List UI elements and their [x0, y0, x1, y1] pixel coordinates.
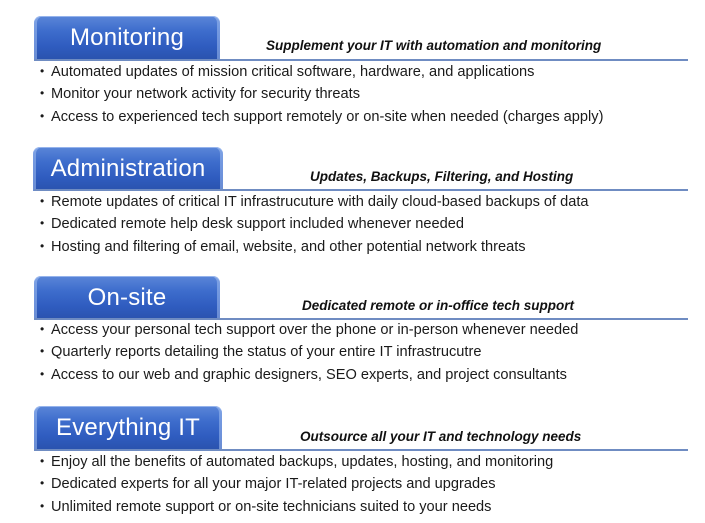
list-item: • Access to our web and graphic designers, SEO experts, and project consultants: [40, 364, 578, 386]
section-tagline-on-site: Dedicated remote or in-office tech support: [302, 298, 575, 313]
list-item: • Dedicated remote help desk support included whenever needed: [40, 213, 589, 235]
section-title-administration: Administration: [33, 147, 223, 191]
bullet-icon: •: [40, 238, 45, 253]
bullet-icon: •: [40, 108, 45, 123]
list-item: • Hosting and filtering of email, website, and other potential network threats: [40, 236, 589, 258]
list-item: • Access to experienced tech support remotely or on-site when needed (charges apply): [40, 106, 603, 128]
bullet-list-administration: [40, 191, 589, 258]
section-tagline-monitoring: Supplement your IT with automation and monitoring: [266, 38, 602, 53]
section-title-everything-it: Everything IT: [34, 406, 222, 450]
bullet-icon: •: [40, 366, 45, 381]
list-item: • Automated updates of mission critical software, hardware, and applications: [40, 61, 603, 83]
bullet-list-monitoring: [40, 61, 603, 128]
list-item: • Remote updates of critical IT infrastrucuture with daily cloud-based backups of data: [40, 191, 589, 213]
bullet-icon: •: [40, 322, 45, 336]
list-item: • Enjoy all the benefits of automated backups, updates, hosting, and monitoring: [40, 451, 553, 473]
section-title-on-site: On-site: [34, 276, 220, 320]
list-item: • Unlimited remote support or on-site technicians suited to your needs: [40, 496, 553, 518]
bullet-icon: •: [40, 344, 45, 359]
section-tagline-everything-it: Outsource all your IT and technology needs: [300, 429, 582, 444]
bullet-icon: •: [40, 498, 45, 513]
list-item: • Quarterly reports detailing the status of your entire IT infrastrucutre: [40, 341, 578, 363]
list-item: • Access your personal tech support over the phone or in-person whenever needed: [40, 319, 578, 341]
bullet-list-everything-it: [40, 451, 553, 518]
bullet-icon: •: [40, 86, 45, 101]
bullet-icon: •: [40, 216, 45, 231]
bullet-icon: •: [40, 194, 45, 208]
bullet-list-on-site: [40, 319, 578, 386]
bullet-icon: •: [40, 476, 45, 491]
section-title-monitoring: Monitoring: [34, 16, 220, 60]
section-tagline-administration: Updates, Backups, Filtering, and Hosting: [310, 169, 574, 184]
bullet-icon: •: [40, 64, 45, 78]
bullet-icon: •: [40, 454, 45, 468]
list-item: • Monitor your network activity for security threats: [40, 83, 603, 105]
list-item: • Dedicated experts for all your major IT-related projects and upgrades: [40, 473, 553, 495]
